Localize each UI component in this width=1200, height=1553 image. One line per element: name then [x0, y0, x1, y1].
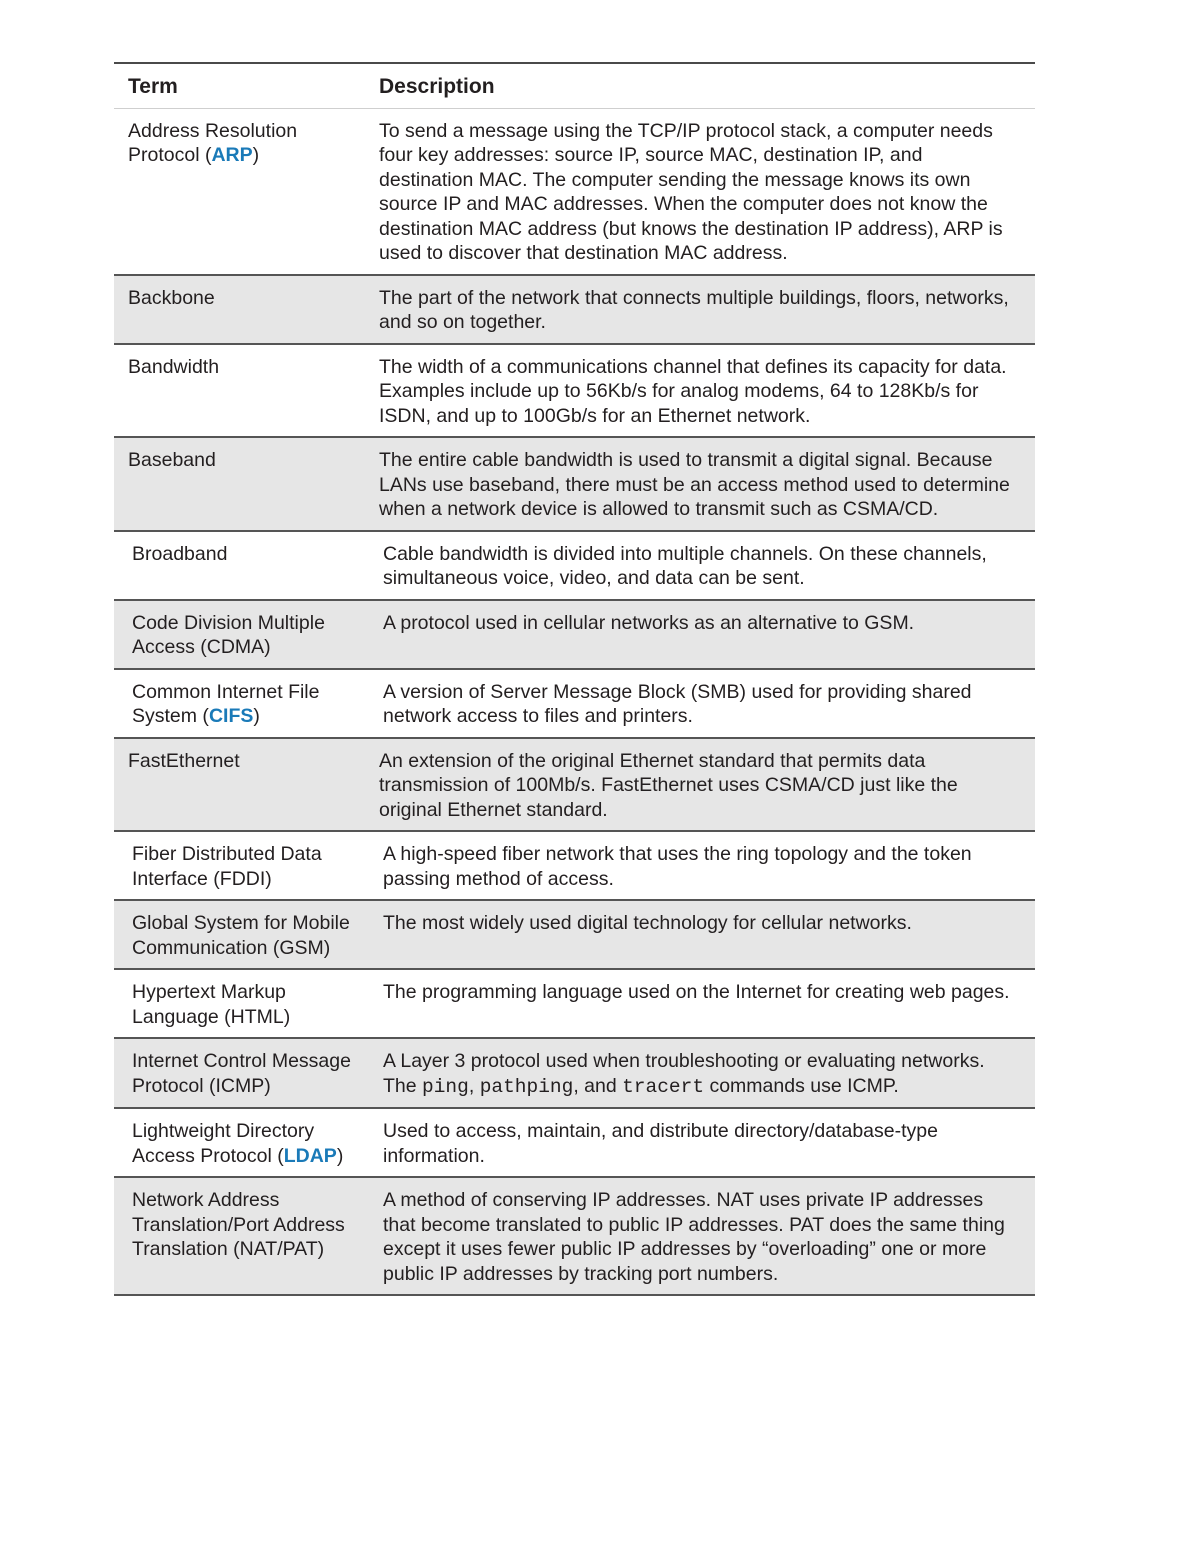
- table-row: [114, 437, 1035, 531]
- term-cell: Hypertext Markup Language (HTML): [132, 981, 291, 1028]
- table-row: [114, 1108, 1035, 1177]
- table-row: [114, 900, 1035, 969]
- description-cell: Cable bandwidth is divided into multiple channels. On these channels, simultaneous voice, video, and data can be sent.: [383, 542, 987, 589]
- table-row: [114, 344, 1035, 438]
- description-cell: The programming language used on the Internet for creating web pages.: [383, 981, 1010, 1003]
- table-row: [114, 275, 1035, 344]
- table-row: [114, 669, 1035, 738]
- table-header: [114, 63, 1035, 108]
- command-pathping: pathping: [479, 1075, 574, 1098]
- description-cell: A version of Server Message Block (SMB) used for providing shared network access to files and printers.: [383, 680, 972, 727]
- term-cell: Backbone: [128, 286, 215, 309]
- term-text: ): [336, 1144, 344, 1167]
- term-column-header: Term: [128, 75, 178, 98]
- glossary-table: [114, 62, 1035, 1296]
- description-cell: An extension of the original Ethernet standard that permits data transmission of 100Mb/s. FastEthernet uses CSMA/CD just like the original Ethernet standard.: [379, 749, 958, 821]
- description-cell: A protocol used in cellular networks as an alternative to GSM.: [383, 611, 915, 634]
- description-cell: To send a message using the TCP/IP protocol stack, a computer needs four key addresses: source IP, source MAC, destination IP, and destination MAC. The computer sending the message knows its own source IP and MAC addresses. When the computer does not know the destination MAC address (but knows the destination IP address), ARP is used to discover that destination MAC address.: [379, 119, 1003, 264]
- term-cell: Global System for Mobile Communication (GSM): [132, 912, 350, 959]
- term-cell: Bandwidth: [128, 355, 220, 378]
- description-text: ,: [468, 1074, 480, 1097]
- table-row: [114, 531, 1035, 600]
- header-row: [114, 63, 1035, 108]
- description-cell: The most widely used digital technology for cellular networks.: [383, 912, 912, 934]
- description-cell: [365, 1038, 1035, 1108]
- term-cell: FastEthernet: [128, 749, 240, 772]
- table-body: [114, 108, 1035, 1295]
- term-text: Address Resolution Protocol (: [128, 119, 298, 166]
- table-row: [114, 831, 1035, 900]
- term-cell: Fiber Distributed Data Interface (FDDI): [132, 843, 322, 890]
- description-cell: The part of the network that connects multiple buildings, floors, networks, and so on together.: [379, 286, 1009, 333]
- description-cell: A high-speed fiber network that uses the ring topology and the token passing method of access.: [383, 843, 972, 890]
- table-row: [114, 600, 1035, 669]
- description-cell: Used to access, maintain, and distribute directory/database-type information.: [383, 1120, 938, 1167]
- term-cell: Baseband: [128, 449, 216, 471]
- term-cell: [114, 669, 365, 738]
- description-column-header: Description: [379, 75, 495, 98]
- description-text: commands use ICMP.: [704, 1074, 899, 1097]
- abbreviation-link[interactable]: ARP: [211, 144, 253, 166]
- term-cell: Network Address Translation/Port Address Translation (NAT/PAT): [132, 1189, 345, 1260]
- command-tracert: tracert: [622, 1075, 705, 1098]
- description-text: , and: [573, 1074, 623, 1097]
- term-cell: [114, 108, 365, 275]
- table-row: [114, 108, 1035, 275]
- term-text: Lightweight Directory Access Protocol (: [132, 1120, 315, 1167]
- table-row: [114, 969, 1035, 1038]
- description-cell: The entire cable bandwidth is used to transmit a digital signal. Because LANs use baseband, there must be an access method used to determine when a network device is allowed to transmit such as CSMA/CD.: [379, 449, 1010, 520]
- term-cell: Code Division Multiple Access (CDMA): [132, 611, 325, 658]
- term-text: Common Internet File System (: [132, 680, 320, 727]
- abbreviation-link[interactable]: LDAP: [283, 1144, 337, 1167]
- description-cell: A method of conserving IP addresses. NAT uses private IP addresses that become translated to public IP addresses. PAT does the same thing except it uses fewer public IP addresses by “overloading” one or more public IP addresses by tracking port numbers.: [383, 1189, 1005, 1285]
- description-text: A Layer 3 protocol used when troubleshooting or evaluating networks. The: [383, 1050, 985, 1097]
- term-text: ): [253, 705, 260, 727]
- abbreviation-link[interactable]: CIFS: [208, 705, 254, 727]
- term-cell: [114, 1108, 365, 1177]
- term-cell: Broadband: [132, 542, 228, 565]
- description-cell: The width of a communications channel that defines its capacity for data. Examples include up to 56Kb/s for analog modems, 64 to 128Kb/s for ISDN, and up to 100Gb/s for an Ethernet network.: [379, 355, 1007, 427]
- term-text: ): [252, 144, 260, 166]
- table-row: [114, 738, 1035, 832]
- term-cell: Internet Control Message Protocol (ICMP): [132, 1050, 351, 1097]
- command-ping: ping: [422, 1075, 469, 1098]
- table-row: [114, 1177, 1035, 1295]
- table-row: [114, 1038, 1035, 1108]
